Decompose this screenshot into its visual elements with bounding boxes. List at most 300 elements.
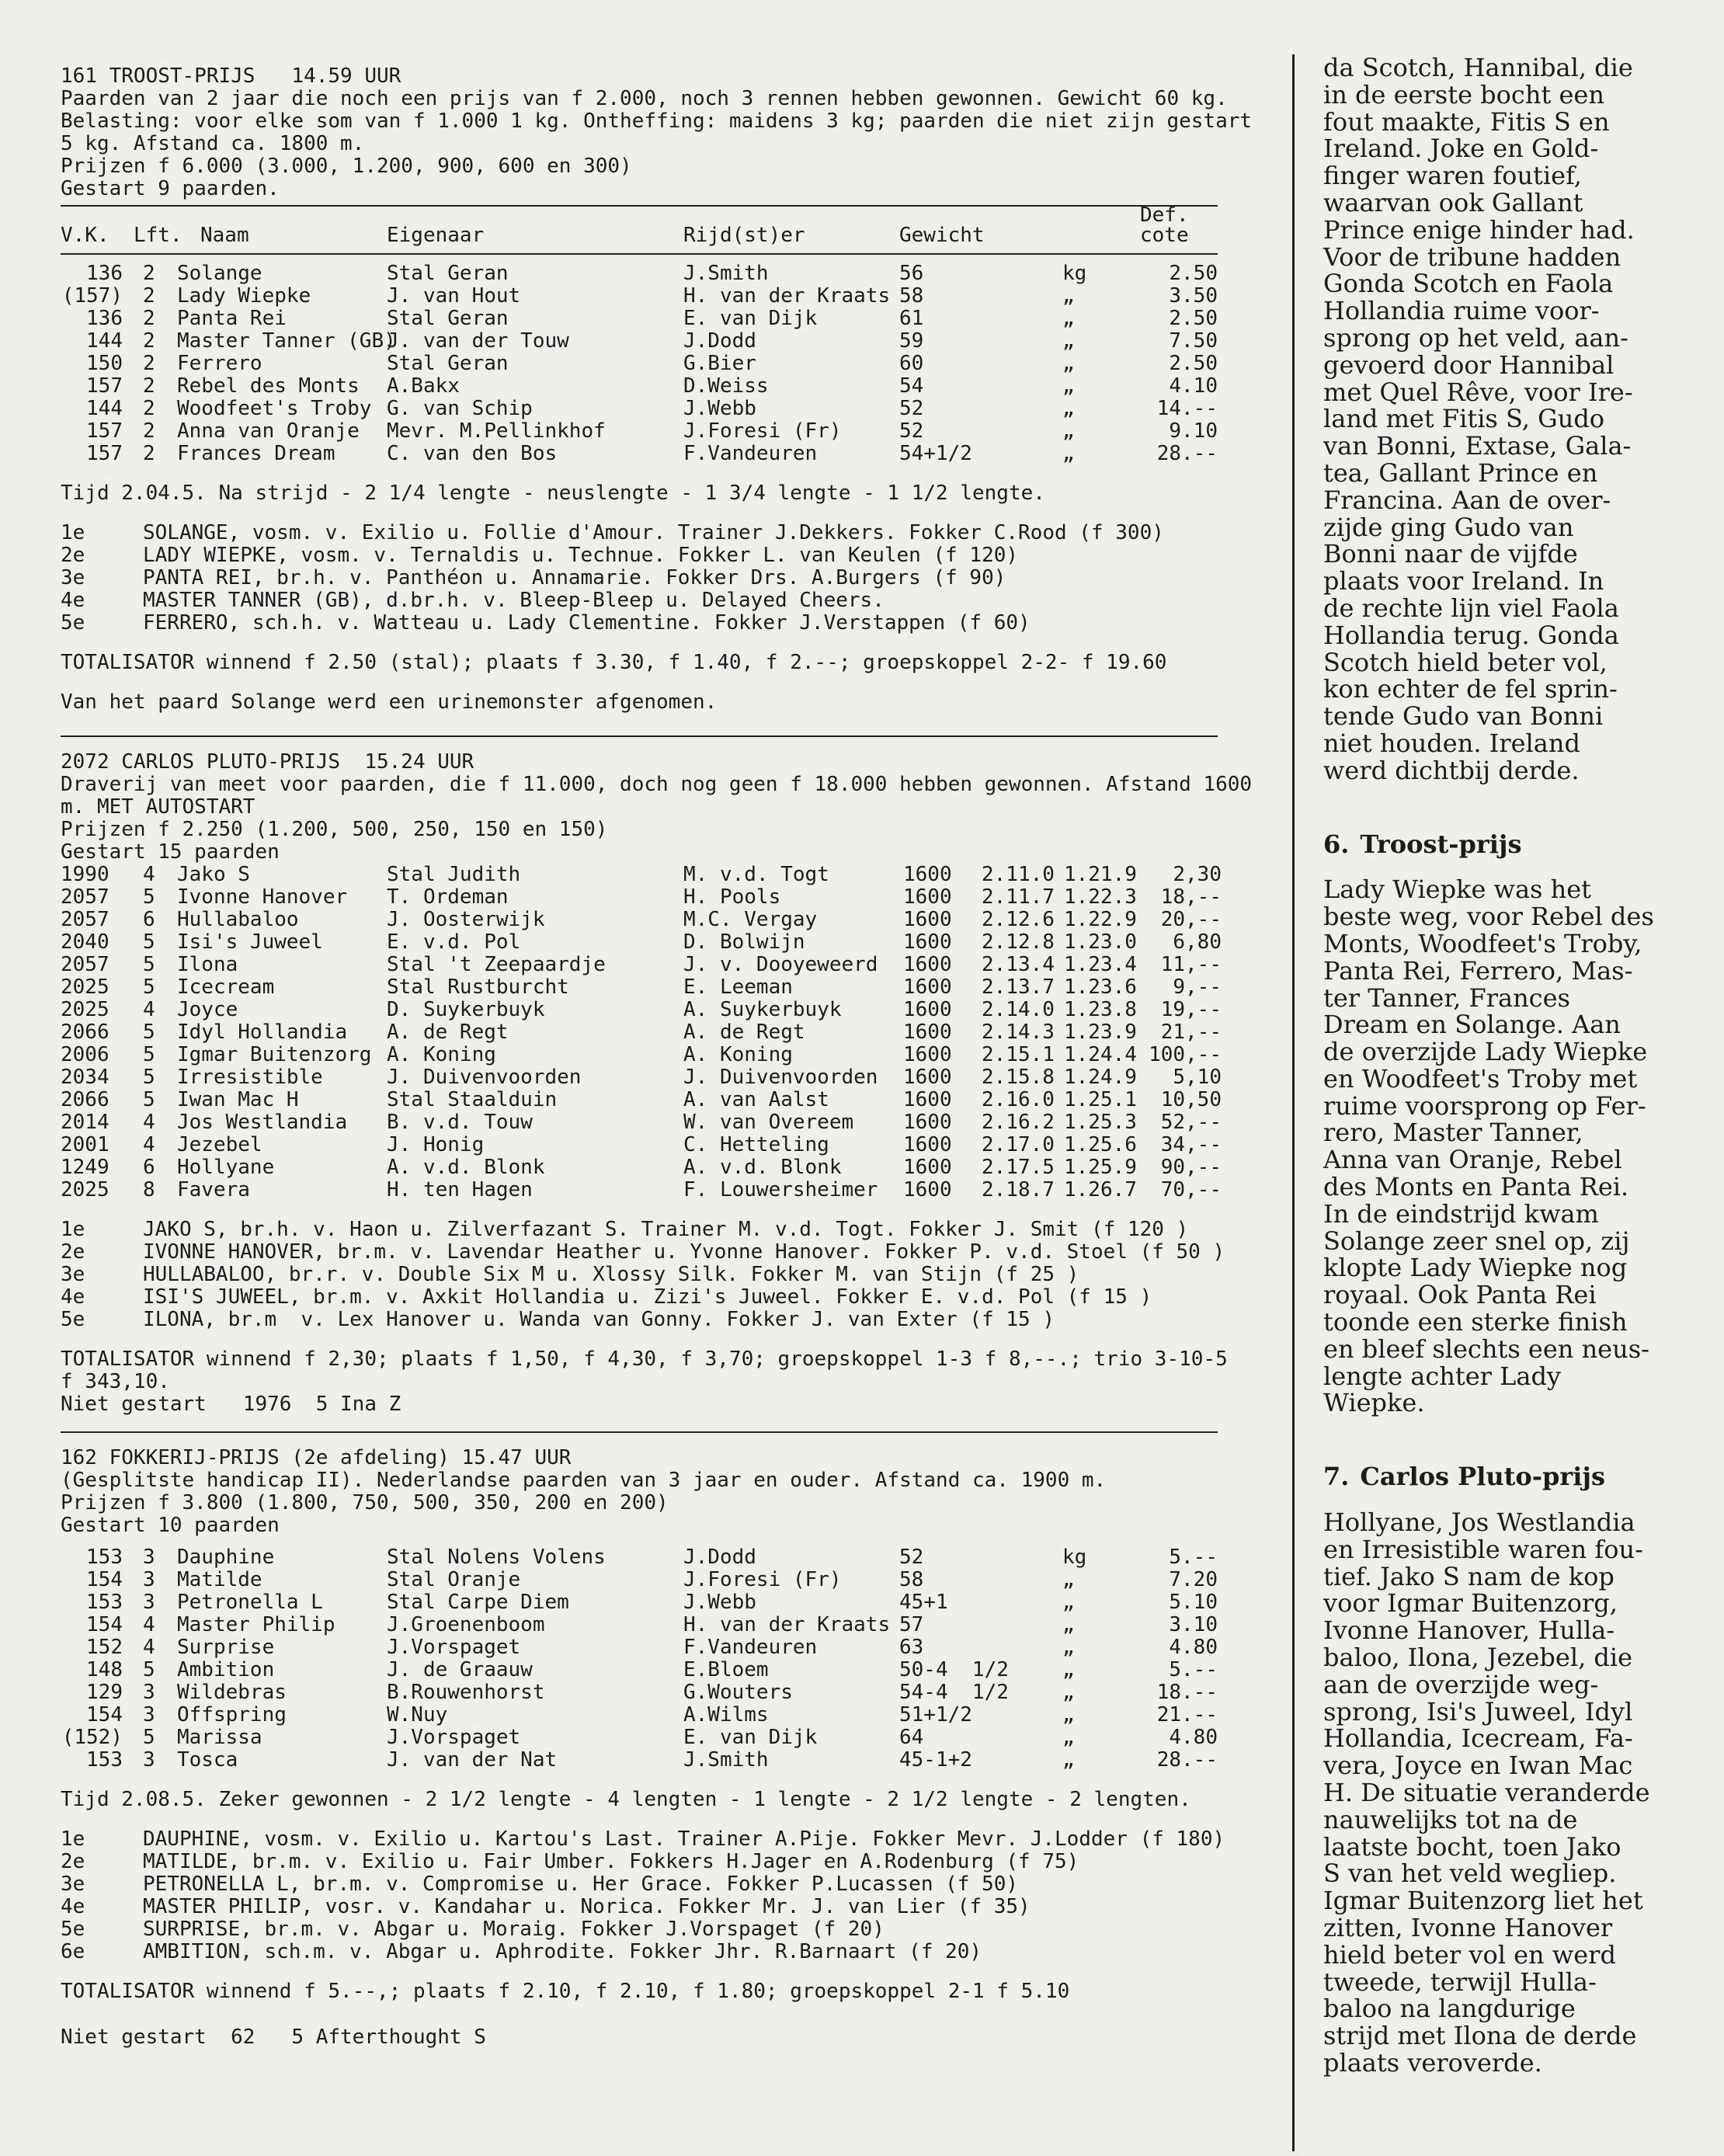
cell-naam: Panta Rei: [177, 307, 287, 330]
finish-description: PANTA REI, br.h. v. Panthéon u. Annamarie. Fokker Drs. A.Burgers (f 90): [143, 566, 1006, 589]
cell-naam: Hollyane: [177, 1156, 275, 1179]
cell-lft: 5: [143, 930, 155, 954]
cell-cote: 5.10: [1169, 1591, 1218, 1614]
report-line: plaats voor Ireland. In: [1323, 566, 1604, 596]
cell-gewicht: 51+1/2: [899, 1703, 972, 1727]
race-fokkerij-prijs: [61, 1447, 1272, 2049]
cell-afstand: 1600: [903, 1133, 952, 1156]
cell-rijder: H. van der Kraats: [683, 1613, 891, 1636]
race-conditions-line: Belasting: voor elke som van f 1.000 1 kg. Ontheffing: maidens 3 kg; paarden die niet zijn gestart: [61, 110, 1253, 133]
finish-position: 3e: [61, 1263, 85, 1286]
cell-naam: Irresistible: [177, 1066, 323, 1089]
cell-eigenaar: D. Suykerbuyk: [387, 998, 545, 1021]
cell-lft: 5: [143, 1726, 155, 1749]
report-line: strijd met Ilona de derde: [1323, 2021, 1637, 2051]
report-line: niet houden. Ireland: [1323, 728, 1580, 758]
cell-lft: 4: [143, 1636, 155, 1659]
table-row: [61, 909, 1272, 931]
cell-cote: 6,80: [1173, 930, 1222, 954]
race-conditions-line: Paarden van 2 jaar die noch een prijs van f 2.000, noch 3 rennen hebben gewonnen. Gewicht 60 kg.: [61, 87, 1228, 110]
cell-lft: 2: [143, 442, 155, 465]
cell-cote: 21.--: [1156, 1703, 1218, 1727]
finish-position: 4e: [61, 1895, 85, 1918]
cell-lft: 3: [143, 1568, 155, 1591]
cell-unit: „: [1062, 329, 1075, 353]
cell-gewicht: 54: [899, 374, 924, 398]
cell-afstand: 1600: [903, 953, 952, 976]
finish-row: [61, 1873, 1272, 1896]
cell-km: 1.22.9: [1064, 908, 1137, 931]
cell-cote: 4.80: [1169, 1726, 1218, 1749]
table-row: [61, 285, 1272, 308]
cell-tijd: 2.17.0: [982, 1133, 1055, 1156]
cell-cote: 2.50: [1169, 307, 1218, 330]
cell-rijder: A. v.d. Blonk: [683, 1156, 842, 1179]
cell-lft: 5: [143, 1021, 155, 1044]
cell-lft: 4: [143, 1111, 155, 1134]
report-intro: [1323, 54, 1712, 784]
cell-vk: 150: [86, 352, 123, 375]
cell-rijder: F.Vandeuren: [683, 1636, 818, 1659]
race-time: Tijd 2.04.5. Na strijd - 2 1/4 lengte - neuslengte - 1 3/4 lengte - 1 1/2 lengte.: [61, 482, 1045, 505]
report-carlos-pluto-prijs: [1323, 1509, 1712, 2077]
cell-km: 1.26.7: [1064, 1178, 1137, 1201]
cell-naam: Hullabaloo: [177, 908, 299, 931]
cell-gewicht: 50-4 1/2: [899, 1658, 1009, 1681]
cell-eigenaar: C. van den Bos: [387, 442, 558, 465]
cell-lft: 3: [143, 1748, 155, 1772]
cell-rijder: A. Suykerbuyk: [683, 998, 842, 1021]
cell-rijder: J. v. Dooyeweerd: [683, 953, 878, 976]
runners-table: [61, 263, 1272, 465]
cell-km: 1.24.9: [1064, 1066, 1137, 1089]
cell-vk: 2034: [61, 1066, 109, 1089]
cell-lft: 2: [143, 307, 155, 330]
race-conditions-line: m. MET AUTOSTART: [61, 795, 255, 819]
table-row: [61, 1546, 1272, 1569]
cell-naam: Joyce: [177, 998, 238, 1021]
cell-vk: 148: [86, 1658, 123, 1681]
report-line: baloo, Ilona, Jezebel, die: [1323, 1643, 1633, 1673]
cell-cote: 9.10: [1169, 419, 1218, 443]
cell-lft: 3: [143, 1703, 155, 1727]
cell-vk: 136: [86, 307, 123, 330]
cell-gewicht: 45+1: [899, 1591, 948, 1614]
cell-gewicht: 58: [899, 284, 924, 308]
cell-cote: 3.50: [1169, 284, 1218, 308]
cell-rijder: H. Pools: [683, 885, 781, 909]
finish-description: PETRONELLA L, br.m. v. Compromise u. Her Grace. Fokker P.Lucassen (f 50): [143, 1873, 1019, 1896]
finish-row: [61, 1918, 1272, 1941]
report-line: vera, Joyce en Iwan Mac: [1323, 1751, 1633, 1781]
report-line: de overzijde Lady Wiepke: [1323, 1037, 1648, 1067]
totalisator-cont: f 343,10.: [61, 1370, 170, 1393]
cell-tijd: 2.13.4: [982, 953, 1055, 976]
cell-vk: 152: [86, 1636, 123, 1659]
cell-cote: 18.--: [1156, 1681, 1218, 1704]
cell-afstand: 1600: [903, 1111, 952, 1134]
cell-km: 1.22.3: [1064, 885, 1137, 909]
race-time: Tijd 2.08.5. Zeker gewonnen - 2 1/2 lengte - 4 lengten - 1 lengte - 2 1/2 lengte - 2 lengten.: [61, 1788, 1191, 1811]
section-number: 6.: [1323, 829, 1350, 859]
cell-lft: 2: [143, 329, 155, 353]
table-row: [61, 1727, 1272, 1749]
cell-lft: 3: [143, 1681, 155, 1704]
cell-tijd: 2.12.8: [982, 930, 1055, 954]
cell-eigenaar: E. v.d. Pol: [387, 930, 521, 954]
cell-naam: Frances Dream: [177, 442, 335, 465]
finish-position: 1e: [61, 1827, 85, 1851]
cell-vk: 2014: [61, 1111, 109, 1134]
cell-rijder: J.Webb: [683, 397, 756, 420]
table-row: [61, 1659, 1272, 1681]
cell-unit: „: [1062, 284, 1075, 308]
report-line: Dream en Solange. Aan: [1323, 1010, 1621, 1040]
cell-km: 1.25.3: [1064, 1111, 1137, 1134]
cell-vk: 2025: [61, 975, 109, 999]
cell-vk: 2025: [61, 998, 109, 1021]
finish-description: IVONNE HANOVER, br.m. v. Lavendar Heather u. Yvonne Hanover. Fokker P. v.d. Stoel (f 50 ): [143, 1240, 1225, 1264]
report-line: werd dichtbij derde.: [1323, 755, 1580, 785]
cell-tijd: 2.11.0: [982, 863, 1055, 886]
cell-eigenaar: Stal Geran: [387, 262, 509, 285]
cell-vk: 2001: [61, 1133, 109, 1156]
finish-description: MASTER TANNER (GB), d.br.h. v. Bleep-Bleep u. Delayed Cheers.: [143, 589, 885, 612]
finish-position: 2e: [61, 1240, 85, 1264]
totalisator: TOTALISATOR winnend f 5.--,; plaats f 2.10, f 2.10, f 1.80; groepskoppel 2-1 f 5.10: [61, 1980, 1070, 2003]
cell-vk: 154: [86, 1568, 123, 1591]
cell-eigenaar: J. Duivenvoorden: [387, 1066, 582, 1089]
table-row: [61, 398, 1272, 420]
cell-rijder: D.Weiss: [683, 374, 769, 398]
report-line: Monts, Woodfeet's Troby,: [1323, 928, 1642, 958]
race-header: 162 FOKKERIJ-PRIJS (2e afdeling) 15.47 UUR: [61, 1446, 572, 1469]
finish-row: [61, 589, 1272, 612]
cell-naam: Ivonne Hanover: [177, 885, 348, 909]
cell-vk: (152): [61, 1726, 123, 1749]
finish-position: 2e: [61, 1850, 85, 1873]
cell-unit: „: [1062, 442, 1075, 465]
finish-description: LADY WIEPKE, vosm. v. Ternaldis u. Technue. Fokker L. van Keulen (f 120): [143, 544, 1019, 567]
cell-eigenaar: J.Vorspaget: [387, 1636, 521, 1659]
table-row: [61, 353, 1272, 375]
cell-eigenaar: J. van der Nat: [387, 1748, 558, 1772]
cell-afstand: 1600: [903, 1066, 952, 1089]
cell-eigenaar: A.Bakx: [387, 374, 460, 398]
cell-eigenaar: B.Rouwenhorst: [387, 1681, 545, 1704]
report-line: voor Igmar Buitenzorg,: [1323, 1588, 1618, 1619]
table-row: [61, 1614, 1272, 1636]
finish-row: [61, 1286, 1272, 1309]
report-line: gevoerd door Hannibal: [1323, 349, 1615, 380]
col-naam: Naam: [200, 224, 249, 247]
cell-rijder: J.Webb: [683, 1591, 756, 1614]
finish-description: SURPRISE, br.m. v. Abgar u. Moraig. Fokker J.Vorspaget (f 20): [143, 1918, 885, 1941]
table-row: [61, 931, 1272, 954]
col-gewicht: Gewicht: [899, 224, 985, 247]
report-line: met Quel Rêve, voor Ire-: [1323, 377, 1633, 407]
cell-lft: 2: [143, 374, 155, 398]
finish-description: ILONA, br.m v. Lex Hanover u. Wanda van Gonny. Fokker J. van Exter (f 15 ): [143, 1308, 1055, 1331]
report-line: Prince enige hinder had.: [1323, 214, 1635, 245]
cell-naam: Matilde: [177, 1568, 262, 1591]
cell-vk: 154: [86, 1703, 123, 1727]
cell-eigenaar: G. van Schip: [387, 397, 533, 420]
cell-eigenaar: Mevr. M.Pellinkhof: [387, 419, 606, 443]
report-line: S van het veld wegliep.: [1323, 1859, 1617, 1889]
report-line: en bleef slechts een neus-: [1323, 1334, 1649, 1364]
cell-rijder: J.Foresi (Fr): [683, 419, 842, 443]
col-lft: Lft.: [134, 224, 182, 247]
table-row: [61, 1179, 1272, 1201]
race-conditions-line: Draverij van meet voor paarden, die f 11.000, doch nog geen f 18.000 hebben gewonnen. Afstand 1600: [61, 773, 1253, 796]
cell-vk: 129: [86, 1681, 123, 1704]
cell-eigenaar: J. de Graauw: [387, 1658, 533, 1681]
cell-tijd: 2.16.0: [982, 1088, 1055, 1111]
cell-vk: 1249: [61, 1156, 109, 1179]
report-line: In de eindstrijd kwam: [1323, 1198, 1599, 1229]
cell-tijd: 2.14.3: [982, 1021, 1055, 1044]
cell-eigenaar: A. Koning: [387, 1043, 496, 1066]
cell-afstand: 1600: [903, 885, 952, 909]
race-carlos-pluto-prijs: [61, 751, 1272, 1416]
cell-vk: 153: [86, 1591, 123, 1614]
cell-km: 1.24.4: [1064, 1043, 1137, 1066]
cell-lft: 2: [143, 397, 155, 420]
cell-cote: 28.--: [1156, 1748, 1218, 1772]
cell-gewicht: 61: [899, 307, 924, 330]
table-row: [61, 420, 1272, 443]
cell-naam: Tosca: [177, 1748, 238, 1772]
cell-vk: 157: [86, 374, 123, 398]
cell-unit: „: [1062, 1681, 1075, 1704]
report-line: lengte achter Lady: [1323, 1361, 1561, 1391]
cell-rijder: M. v.d. Togt: [683, 863, 829, 886]
report-line: Anna van Oranje, Rebel: [1323, 1145, 1622, 1175]
cell-gewicht: 58: [899, 1568, 924, 1591]
cell-rijder: G.Wouters: [683, 1681, 793, 1704]
report-line: Ivonne Hanover, Hulla-: [1323, 1615, 1615, 1646]
cell-unit: „: [1062, 1748, 1075, 1772]
cell-vk: 2057: [61, 908, 109, 931]
cell-naam: Rebel des Monts: [177, 374, 360, 398]
table-row: [61, 999, 1272, 1021]
report-line: land met Fitis S, Gudo: [1323, 404, 1605, 434]
cell-lft: 5: [143, 885, 155, 909]
cell-vk: 154: [86, 1613, 123, 1636]
report-line: royaal. Ook Panta Rei: [1323, 1280, 1597, 1310]
cell-eigenaar: Stal Geran: [387, 352, 509, 375]
totalisator: TOTALISATOR winnend f 2,30; plaats f 1,50, f 4,30, f 3,70; groepskoppel 1-3 f 8,--.; trio 3-10-5: [61, 1348, 1228, 1371]
cell-lft: 6: [143, 908, 155, 931]
cell-tijd: 2.17.5: [982, 1156, 1055, 1179]
report-line: Hollandia terug. Gonda: [1323, 620, 1619, 650]
finish-description: JAKO S, br.h. v. Haon u. Zilverfazant S. Trainer M. v.d. Togt. Fokker J. Smit (f 120 ): [143, 1218, 1189, 1241]
cell-rijder: A. Koning: [683, 1043, 793, 1066]
cell-gewicht: 52: [899, 397, 924, 420]
cell-naam: Idyl Hollandia: [177, 1021, 348, 1044]
cell-eigenaar: Stal Staalduin: [387, 1088, 558, 1111]
cell-naam: Ilona: [177, 953, 238, 976]
cell-naam: Petronella L: [177, 1591, 323, 1614]
cell-eigenaar: T. Ordeman: [387, 885, 509, 909]
cell-eigenaar: Stal Carpe Diem: [387, 1591, 569, 1614]
cell-vk: 144: [86, 329, 123, 353]
race-conditions-line: Gestart 10 paarden: [61, 1514, 280, 1537]
cell-lft: 4: [143, 863, 155, 886]
finish-position: 2e: [61, 544, 85, 567]
cell-afstand: 1600: [903, 930, 952, 954]
cell-naam: Favera: [177, 1178, 250, 1201]
cell-lft: 2: [143, 352, 155, 375]
cell-afstand: 1600: [903, 1021, 952, 1044]
finish-row: [61, 544, 1272, 567]
finish-row: [61, 1896, 1272, 1918]
cell-vk: 2066: [61, 1088, 109, 1111]
cell-naam: Woodfeet's Troby: [177, 397, 372, 420]
cell-vk: 2025: [61, 1178, 109, 1201]
table-row: [61, 1111, 1272, 1134]
cell-tijd: 2.12.6: [982, 908, 1055, 931]
cell-cote: 20,--: [1160, 908, 1222, 931]
cell-naam: Marissa: [177, 1726, 262, 1749]
cell-rijder: D. Bolwijn: [683, 930, 805, 954]
race-conditions-line: Gestart 9 paarden.: [61, 177, 280, 200]
table-row: [61, 1749, 1272, 1772]
table-row: [61, 1044, 1272, 1066]
cell-unit: „: [1062, 419, 1075, 443]
cell-naam: Ambition: [177, 1658, 275, 1681]
table-header: [61, 203, 1272, 253]
cell-cote: 90,--: [1160, 1156, 1222, 1179]
cell-lft: 5: [143, 1066, 155, 1089]
cell-vk: 153: [86, 1748, 123, 1772]
report-line: H. De situatie veranderde: [1323, 1778, 1650, 1808]
totalisator: TOTALISATOR winnend f 2.50 (stal); plaats f 3.30, f 1.40, f 2.--; groepskoppel 2-2- f 19.60: [61, 651, 1167, 674]
report-line: in de eerste bocht een: [1323, 79, 1604, 110]
report-line: zitten, Ivonne Hanover: [1323, 1913, 1613, 1942]
cell-naam: Anna van Oranje: [177, 419, 360, 443]
cell-unit: „: [1062, 1703, 1075, 1727]
cell-vk: 144: [86, 397, 123, 420]
table-row: [61, 1156, 1272, 1179]
finish-position: 5e: [61, 1308, 85, 1331]
report-line: Ireland. Joke en Gold-: [1323, 134, 1599, 164]
cell-naam: Master Tanner (GB): [177, 329, 396, 353]
cell-afstand: 1600: [903, 1043, 952, 1066]
cell-naam: Jako S: [177, 863, 250, 886]
cell-naam: Surprise: [177, 1636, 275, 1659]
cell-afstand: 1600: [903, 975, 952, 999]
cell-vk: 2057: [61, 953, 109, 976]
cell-naam: Iwan Mac H: [177, 1088, 299, 1111]
runners-table: [61, 1546, 1272, 1772]
cell-unit: kg: [1062, 262, 1087, 285]
race-report-column: [1323, 54, 1712, 2077]
cell-rijder: M.C. Vergay: [683, 908, 818, 931]
cell-naam: Lady Wiepke: [177, 284, 311, 308]
finish-description: MASTER PHILIP, vosr. v. Kandahar u. Norica. Fokker Mr. J. van Lier (f 35): [143, 1895, 1031, 1918]
section-number: 7.: [1323, 1462, 1350, 1492]
finish-description: AMBITION, sch.m. v. Abgar u. Aphrodite. Fokker Jhr. R.Barnaart (f 20): [143, 1940, 982, 1963]
cell-km: 1.23.9: [1064, 1021, 1137, 1044]
report-line: zijde ging Gudo van: [1323, 512, 1574, 542]
cell-eigenaar: J. van der Touw: [387, 329, 569, 353]
cell-cote: 11,--: [1160, 953, 1222, 976]
race-header: 161 TROOST-PRIJS 14.59 UUR: [61, 64, 401, 88]
finish-list: [61, 1828, 1272, 1963]
section-title: Troost-prijs: [1360, 829, 1522, 859]
cell-tijd: 2.15.1: [982, 1043, 1055, 1066]
report-line: finger waren foutief,: [1323, 161, 1582, 191]
table-row: [61, 1134, 1272, 1156]
cell-vk: 2066: [61, 1021, 109, 1044]
cell-gewicht: 59: [899, 329, 924, 353]
cell-km: 1.23.8: [1064, 998, 1137, 1021]
cell-cote: 100,--: [1149, 1043, 1222, 1066]
cell-cote: 19,--: [1160, 998, 1222, 1021]
finish-row: [61, 1241, 1272, 1264]
finish-row: [61, 1309, 1272, 1331]
col-rijder: Rijd(st)er: [683, 224, 805, 247]
finish-row: [61, 1828, 1272, 1851]
cell-rijder: W. van Overeem: [683, 1111, 854, 1134]
report-line: Solange zeer snel op, zij: [1323, 1226, 1630, 1256]
niet-gestart: Niet gestart 1976 5 Ina Z: [61, 1393, 401, 1416]
table-row: [61, 1591, 1272, 1614]
cell-cote: 4.10: [1169, 374, 1218, 398]
finish-position: 4e: [61, 1285, 85, 1309]
cell-cote: 4.80: [1169, 1636, 1218, 1659]
cell-km: 1.23.4: [1064, 953, 1137, 976]
cell-naam: Offspring: [177, 1703, 287, 1727]
col-vk: V.K.: [61, 224, 109, 247]
section-heading-troost: [1323, 831, 1712, 858]
table-row: [61, 1066, 1272, 1089]
cell-eigenaar: B. v.d. Touw: [387, 1111, 533, 1134]
report-line: kon echter de fel sprin-: [1323, 674, 1618, 704]
report-line: Wiepke.: [1323, 1388, 1425, 1418]
table-row: [61, 976, 1272, 999]
cell-unit: „: [1062, 1658, 1075, 1681]
table-row: [61, 1021, 1272, 1044]
col-eigenaar: Eigenaar: [387, 224, 485, 247]
cell-naam: Igmar Buitenzorg: [177, 1043, 372, 1066]
cell-gewicht: 52: [899, 419, 924, 443]
cell-rijder: E. van Dijk: [683, 307, 818, 330]
table-row: [61, 1089, 1272, 1111]
col-cote-1: Def.: [1140, 203, 1189, 227]
cell-eigenaar: Stal Geran: [387, 307, 509, 330]
race-conditions-line: (Gesplitste handicap II). Nederlandse paarden van 3 jaar en ouder. Afstand ca. 1900 m.: [61, 1469, 1107, 1492]
cell-cote: 5.--: [1169, 1658, 1218, 1681]
report-line: hield beter vol en werd: [1323, 1939, 1616, 1970]
cell-km: 1.21.9: [1064, 863, 1137, 886]
finish-row: [61, 567, 1272, 589]
cell-km: 1.25.6: [1064, 1133, 1137, 1156]
report-line: laatste bocht, toen Jako: [1323, 1831, 1621, 1862]
finish-description: ISI'S JUWEEL, br.m. v. Axkit Hollandia u. Zizi's Juweel. Fokker E. v.d. Pol (f 15 ): [143, 1285, 1152, 1309]
cell-vk: 2006: [61, 1043, 109, 1066]
race-results-column: [61, 65, 1272, 2049]
race-note: Van het paard Solange werd een urinemonster afgenomen.: [61, 690, 718, 714]
cell-lft: 4: [143, 1613, 155, 1636]
cell-cote: 2.50: [1169, 262, 1218, 285]
cell-unit: „: [1062, 1568, 1075, 1591]
cell-tijd: 2.15.8: [982, 1066, 1055, 1089]
cell-lft: 5: [143, 953, 155, 976]
cell-tijd: 2.11.7: [982, 885, 1055, 909]
